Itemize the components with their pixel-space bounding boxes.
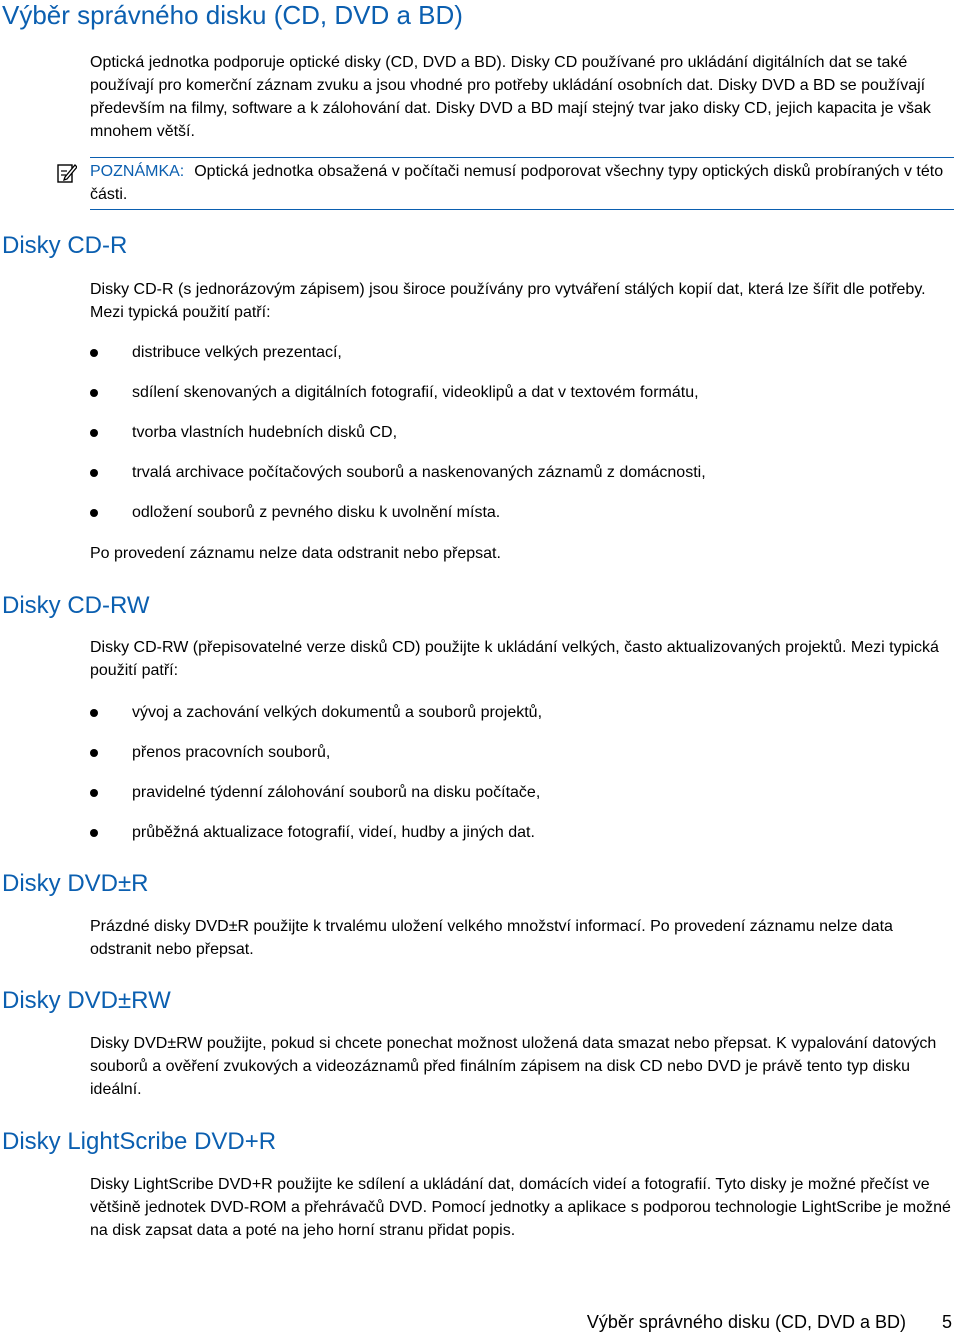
list-item: průběžná aktualizace fotografií, videí, hudby a jiných dat. [90,821,950,861]
note-text: Optická jednotka obsažená v počítači nemusí podporovat všechny typy optických disků probíraných v této části. [90,163,944,203]
list-item: vývoj a zachování velkých dokumentů a souborů projektů, [90,701,950,741]
intro-paragraph: Optická jednotka podporuje optické disky (CD, DVD a BD). Disky CD používané pro ukládání digitálních dat se také používají pro komerční záznam zvuku a jsou vhodné pro potřeby ukládání osobních dat. Disky DVD a BD se používají především na filmy, software a k zálohování dat. Disky DVD a BD mají stejný tvar jako disky CD, jejich kapacita je však mnohem větší. [90,54,931,140]
bullet-icon [90,709,98,717]
note-pencil-icon [57,162,77,184]
bullet-icon [90,349,98,357]
cd-rw-paragraph: Disky CD-RW (přepisovatelné verze disků CD) použijte k ukládání velkých, často aktualizovaných projektů. Mezi typická použití patří: [90,639,939,679]
dvd-rw-paragraph: Disky DVD±RW použijte, pokud si chcete ponechat možnost uložená data smazat nebo přepsat. K vypalování datových souborů a ověření zvukových a videozáznamů před finálním zápisem na disk CD nebo DVD je právě tento typ disku ideální. [90,1035,937,1098]
bullet-icon [90,789,98,797]
bullet-icon [90,429,98,437]
list-item: přenos pracovních souborů, [90,741,950,781]
heading-dvd-r: Disky DVD±R [2,870,149,897]
cd-r-paragraph: Disky CD-R (s jednorázovým zápisem) jsou široce používány pro vytváření stálých kopií dat, která lze šířit dle potřeby. Mezi typická použití patří: [90,281,926,321]
dvd-r-paragraph: Prázdné disky DVD±R použijte k trvalému uložení velkého množství informací. Po provedení záznamu nelze data odstranit nebo přepsat. [90,918,893,958]
footer-section-title: Výběr správného disku (CD, DVD a BD) [586,1312,906,1332]
list-item: pravidelné týdenní zálohování souborů na disku počítače, [90,781,950,821]
bullet-icon [90,389,98,397]
list-item: odložení souborů z pevného disku k uvolnění místa. [90,501,950,541]
bullet-icon [90,509,98,517]
note-box [90,157,954,210]
list-item: distribuce velkých prezentací, [90,341,950,381]
heading-dvd-rw: Disky DVD±RW [2,987,171,1014]
page-footer [0,1310,952,1334]
list-item: tvorba vlastních hudebních disků CD, [90,421,950,461]
page-title: Výběr správného disku (CD, DVD a BD) [2,0,463,30]
bullet-icon [90,469,98,477]
heading-cd-rw: Disky CD-RW [2,592,150,619]
list-item: trvalá archivace počítačových souborů a naskenovaných záznamů z domácnosti, [90,461,950,501]
lightscribe-paragraph: Disky LightScribe DVD+R použijte ke sdílení a ukládání dat, domácích videí a fotografií. Tyto disky je možné přečíst ve většině jednotek DVD-ROM a přehrávačů DVD. Pomocí jednotky a aplikace s podporou technologie LightScribe je možné na disk zapsat data a poté na jeho horní stranu přidat popis. [90,1176,951,1239]
bullet-icon [90,749,98,757]
page-number: 5 [941,1312,952,1332]
list-item: sdílení skenovaných a digitálních fotografií, videoklipů a dat v textovém formátu, [90,381,950,421]
note-label: POZNÁMKA: [90,163,185,180]
heading-lightscribe: Disky LightScribe DVD+R [2,1128,277,1155]
bullet-icon [90,829,98,837]
cd-r-after-paragraph: Po provedení záznamu nelze data odstranit nebo přepsat. [90,545,501,562]
cd-r-list [90,341,950,541]
cd-rw-list [90,701,950,861]
heading-cd-r: Disky CD-R [2,232,128,259]
